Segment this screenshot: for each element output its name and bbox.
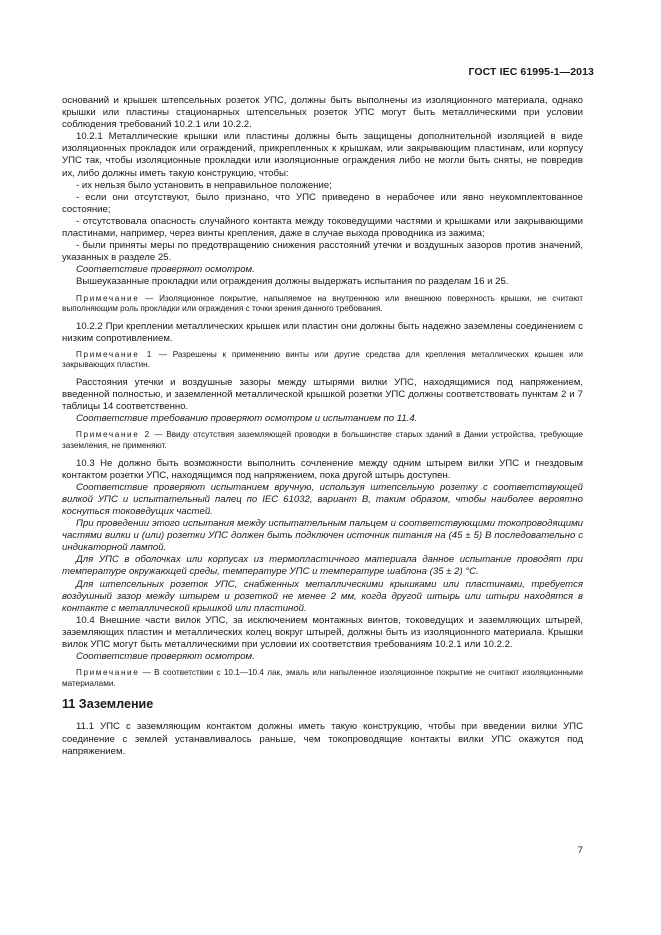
note — [62, 668, 583, 689]
paragraph: Вышеуказанные прокладки или ограждения должны выдержать испытания по разделам 16 и 25. — [76, 276, 509, 288]
section-heading: 11 Заземление — [62, 697, 154, 712]
note-text: — Ввиду отсутствия заземляющей проводки в большинстве старых зданий в Дании устройства, требующие заземления, не применяют. — [62, 430, 583, 451]
list-item: - отсутствовала опасность случайного контакта между токоведущими частями и крышками или закрывающими пластинами, например, через винты крепления, даже в случае выхода проводника из зажима; — [62, 215, 583, 240]
list-item: - их нельзя было установить в неправильное положение; — [76, 179, 332, 191]
note-text: — В соответствии с 10.1—10.4 лак, эмаль или напыленное изоляционное покрытие не считают изоляционными материалами. — [62, 668, 583, 688]
clause-10-3: 10.3 Не должно быть возможности выполнить сочленение между одним штырем вилки УПС и гнездовым контактом розетки УПС, находящимся под напряжением, пока другой штырь доступен. — [62, 457, 583, 481]
note-text: — Изоляционное покрытие, напыляемое на внутреннюю или внешнюю поверхность крышки, не считают выполняющим роль прокладки или ограждения с точки зрения данного требования. — [62, 293, 583, 314]
note-label: Примечание 1 — [76, 349, 153, 359]
clause-11-1: 11.1 УПС с заземляющим контактом должны иметь такую конструкцию, чтобы при введении вилки УПС соединение с землей устанавливалось раньше, чем токопроводящие контакты вилки УПС окажутся под напряжением. — [62, 721, 583, 757]
note — [62, 294, 583, 315]
compliance-statement: Соответствие проверяют испытанием вручную, используя штепсельную розетку с соответствующей вилкой УПС и испытательный палец по IEC 61032, вариант B, таким образом, чтобы наиболее вероятно коснуться токоведущих частей. — [62, 481, 583, 517]
paragraph-italic: Для УПС в оболочках или корпусах из термопластичного материала данное испытание проводят при температуре окружающей среды, температуре УПС и температуре шаблона (35 ± 2) °С. — [62, 554, 583, 578]
clause-10-2-2: 10.2.2 При креплении металлических крышек или пластин они должны быть надежно заземлены соединением с низким сопротивлением. — [62, 320, 583, 344]
list-item: - если они отсутствуют, было признано, что УПС приведено в нерабочее или явно неукомплектованное состояние; — [62, 191, 583, 215]
document-header: ГОСТ IEC 61995-1—2013 — [468, 66, 594, 78]
compliance-statement: Соответствие проверяют осмотром. — [76, 264, 255, 276]
note — [62, 350, 583, 371]
list-item: - были приняты меры по предотвращению снижения расстояний утечки и воздушных зазоров против значений, указанных в разделе 25. — [62, 240, 583, 264]
note-label: Примечание 2 — [76, 430, 151, 440]
paragraph-continuation: оснований и крышек штепсельных розеток УПС, должны быть выполнены из изоляционного материала, однако крышки или пластины стационарных штепсельных розеток УПС могут быть металлическими при условии соблюдения требований 10.2.1 или 10.2.2. — [62, 95, 583, 131]
clause-10-2-1: 10.2.1 Металлические крышки или пластины должны быть защищены дополнительной изоляцией в виде изоляционных прокладок или ограждений, прикрепленных к крышкам, или закрывающим пластинам, или корпусу УПС так, чтобы изоляционные прокладки или изоляционные ограждения либо не могли быть сняты, не повредив их, либо должны иметь такую конструкцию, чтобы: — [62, 131, 583, 179]
document-body — [62, 95, 583, 758]
clause-10-4: 10.4 Внешние части вилок УПС, за исключением монтажных винтов, токоведущих и заземляющих штырей, заземляющих пластин и металлических колец вокруг штырей, должны быть из изоляционного материала. Крышки вилок УПС могут быть металлическими при условии их соответствия требованиям 10.2.1 или 10.2.2. — [62, 614, 583, 651]
compliance-statement: Соответствие требованию проверяют осмотром и испытанием по 11.4. — [76, 413, 418, 425]
note-text: — Разрешены к применению винты или другие средства для крепления металлических крышек или закрывающих пластин. — [62, 349, 583, 370]
note — [62, 430, 583, 451]
paragraph-italic: Для штепсельных розеток УПС, снабженных металлическими крышками или пластинами, требуется воздушный зазор между штырем и розеткой не менее 2 мм, когда другой штырь или штыри находятся в контакте с металлической крышкой или пластиной. — [62, 578, 583, 614]
paragraph-italic: При проведении этого испытания между испытательным пальцем и соответствующими токопроводящими частями вилки и (или) розетки УПС должен быть подключен источник питания на (45 ± 5) В последовательно с индикаторной лампой. — [62, 518, 583, 554]
paragraph: Расстояния утечки и воздушные зазоры между штырями вилки УПС, находящимися под напряжением, введенной полностью, и заземленной металлической крышкой розетки УПС должны соответствовать пунктам 2 и 7 таблицы 14 соответственно. — [62, 377, 583, 413]
note-label: Примечание — [76, 293, 140, 303]
compliance-statement: Соответствие проверяют осмотром. — [76, 651, 255, 663]
page-number: 7 — [577, 845, 583, 856]
note-label: Примечание — [76, 668, 140, 678]
